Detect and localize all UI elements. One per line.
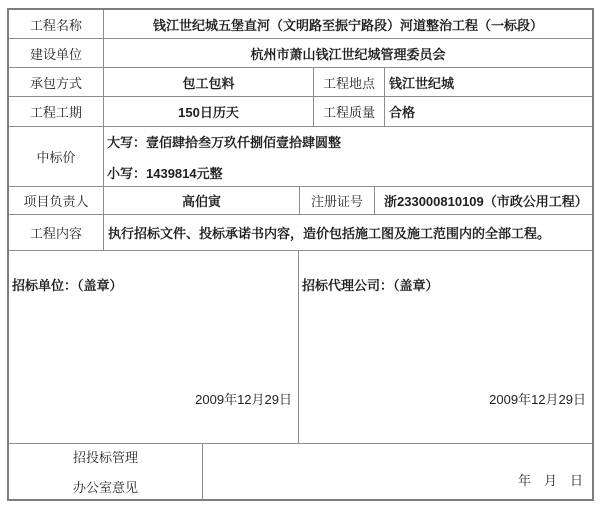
contract-method-value: 包工包料	[104, 68, 314, 96]
location-label: 工程地点	[314, 68, 385, 96]
row-office-opinion	[9, 444, 592, 499]
owner-value: 杭州市萧山钱江世纪城管理委员会	[250, 46, 446, 62]
form-table	[7, 8, 594, 501]
cert-label: 注册证号	[300, 187, 375, 214]
row-project-name	[9, 10, 592, 39]
bidder-seal-cell	[9, 251, 299, 443]
quality-label: 工程质量	[314, 97, 385, 126]
project-name-label: 工程名称	[9, 10, 104, 38]
row-bid-price	[9, 127, 592, 187]
bidder-seal-label: 招标单位：（盖章）	[12, 278, 123, 293]
office-opinion-label-line1: 招投标管理	[72, 450, 138, 465]
scope-label: 工程内容	[9, 215, 104, 250]
scope-value: 执行招标文件、投标承诺书内容，造价包括施工图及施工范围内的全部工程。	[108, 226, 551, 241]
office-opinion-date-placeholder: 年 月 日	[517, 473, 583, 488]
owner-label: 建设单位	[9, 39, 104, 67]
row-scope	[9, 215, 592, 251]
manager-label: 项目负责人	[9, 187, 104, 214]
project-name-value: 钱江世纪城五堡直河（文明路至振宁路段）河道整治工程（一标段）	[152, 17, 543, 33]
bidder-seal-date: 2009年12月29日	[195, 392, 292, 407]
contract-method-label: 承包方式	[9, 68, 104, 96]
location-value: 钱江世纪城	[389, 75, 455, 91]
row-owner	[9, 39, 592, 68]
bid-price-value	[104, 127, 592, 186]
row-contract-location	[9, 68, 592, 97]
manager-value: 高伯寅	[104, 187, 300, 214]
office-opinion-label-line2: 办公室意见	[72, 480, 138, 495]
agency-seal-date: 2009年12月29日	[489, 392, 586, 407]
office-opinion-body	[203, 444, 592, 499]
agency-seal-label: 招标代理公司：（盖章）	[302, 278, 439, 293]
office-opinion-label	[9, 444, 203, 499]
quality-value: 合格	[389, 105, 416, 120]
bid-price-amount-figures: 小写：1439814元整	[107, 165, 223, 181]
duration-label: 工程工期	[9, 97, 104, 126]
agency-seal-cell	[299, 251, 592, 443]
cert-value: 浙233000810109（市政公用工程）	[384, 194, 588, 209]
bid-price-amount-words: 大写：壹佰肆拾叁万玖仟捌佰壹拾肆圆整	[107, 134, 342, 150]
bid-price-label: 中标价	[9, 127, 104, 186]
row-seals	[9, 251, 592, 444]
duration-value: 150日历天	[104, 97, 314, 126]
row-manager-cert	[9, 187, 592, 215]
row-duration-quality	[9, 97, 592, 127]
